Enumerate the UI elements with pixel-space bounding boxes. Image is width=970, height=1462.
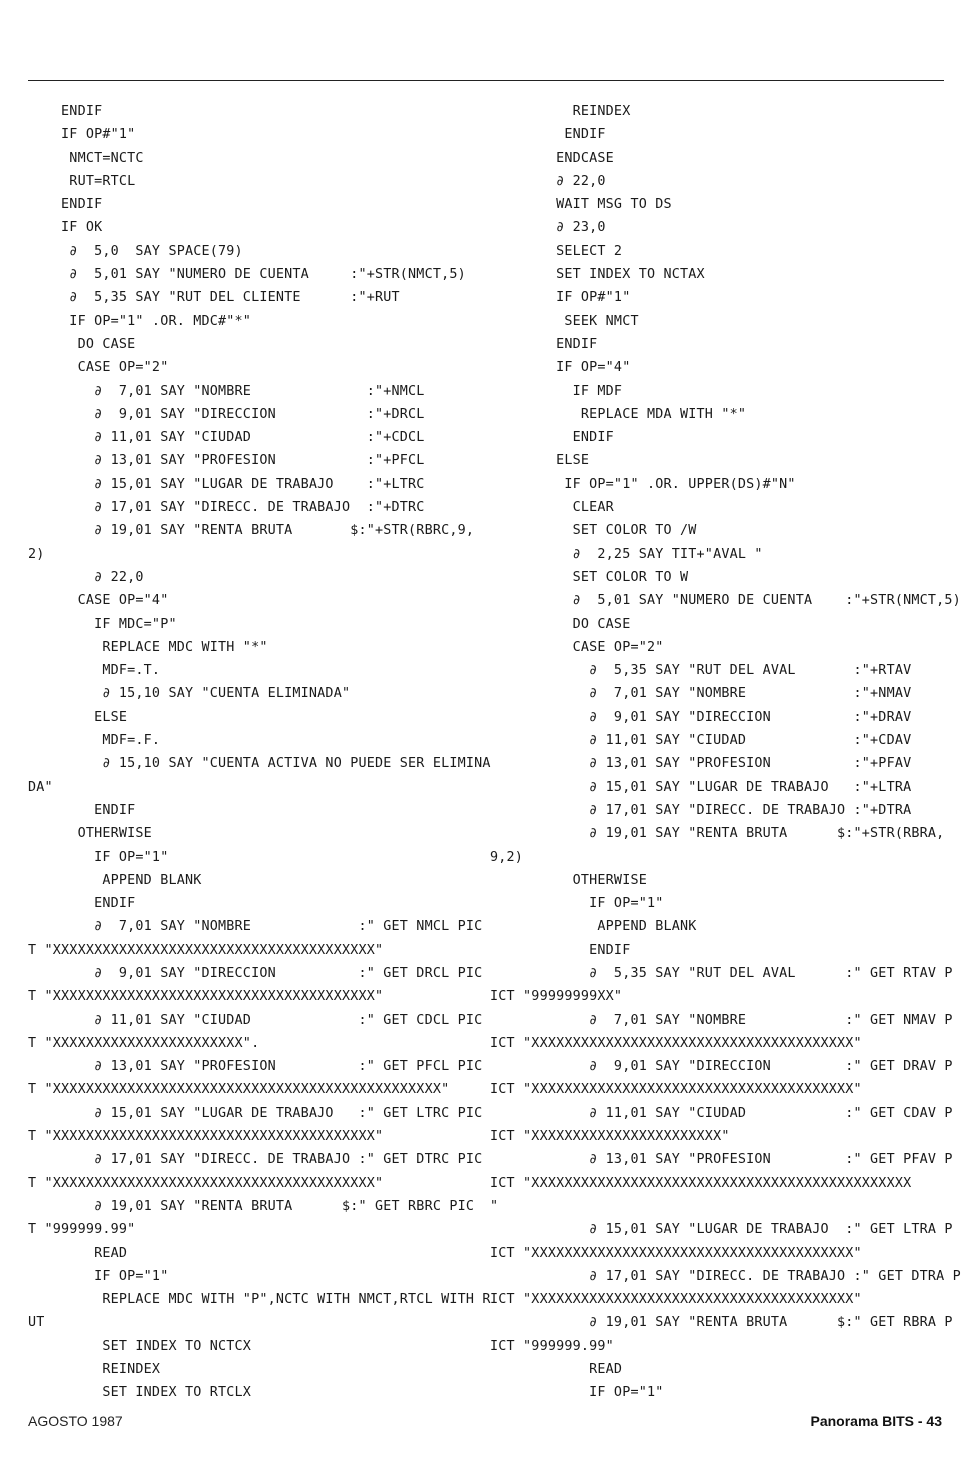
code-line: IF OP="1" bbox=[490, 1385, 664, 1401]
code-line: ∂ 13,01 SAY "PROFESION :"+PFAV bbox=[490, 756, 912, 772]
code-line: T "XXXXXXXXXXXXXXXXXXXXXXXXXXXXXXXXXXXXXXX" bbox=[28, 1129, 384, 1145]
code-line: ∂ 17,01 SAY "DIRECC. DE TRABAJO :" GET DTRC PIC bbox=[28, 1152, 483, 1168]
code-line: ∂ 19,01 SAY "RENTA BRUTA $:"+STR(RBRA, bbox=[490, 826, 945, 842]
code-line: IF OP="1" bbox=[28, 849, 169, 865]
code-line: ∂ 13,01 SAY "PROFESION :"+PFCL bbox=[28, 453, 425, 469]
code-line: ENDCASE bbox=[490, 150, 614, 166]
code-line: " bbox=[490, 1198, 499, 1214]
code-line: ICT "99999999XX" bbox=[490, 989, 623, 1005]
code-line: IF OK bbox=[28, 220, 103, 236]
footer-page-number: Panorama BITS - 43 bbox=[810, 1413, 942, 1429]
code-line: ICT "XXXXXXXXXXXXXXXXXXXXXXXXXXXXXXXXXXXXXXX" bbox=[490, 1292, 862, 1308]
code-line: READ bbox=[28, 1245, 128, 1261]
code-column-left bbox=[28, 100, 491, 1405]
code-line: REPLACE MDC WITH "*" bbox=[28, 639, 268, 655]
code-line: ∂ 9,01 SAY "DIRECCION :" GET DRCL PIC bbox=[28, 965, 483, 981]
code-line: T "XXXXXXXXXXXXXXXXXXXXXXX". bbox=[28, 1035, 260, 1051]
code-line: RUT=RTCL bbox=[28, 173, 136, 189]
code-line: ICT "XXXXXXXXXXXXXXXXXXXXXXXXXXXXXXXXXXXXXXX" bbox=[490, 1082, 862, 1098]
code-line: SET INDEX TO NCTCX bbox=[28, 1338, 252, 1354]
code-line: ∂ 17,01 SAY "DIRECC. DE TRABAJO :"+DTRC bbox=[28, 500, 425, 516]
code-line: DO CASE bbox=[490, 616, 631, 632]
code-line: ∂ 7,01 SAY "NOMBRE :" GET NMCL PIC bbox=[28, 919, 483, 935]
code-line: CLEAR bbox=[490, 500, 614, 516]
code-line: ICT "XXXXXXXXXXXXXXXXXXXXXXX" bbox=[490, 1129, 730, 1145]
code-line: ∂ 9,01 SAY "DIRECCION :"+DRAV bbox=[490, 709, 912, 725]
code-line: IF OP="1" .OR. MDC#"*" bbox=[28, 313, 252, 329]
code-line: ∂ 9,01 SAY "DIRECCION :"+DRCL bbox=[28, 406, 425, 422]
code-line: ICT "XXXXXXXXXXXXXXXXXXXXXXXXXXXXXXXXXXXXXXX" bbox=[490, 1035, 862, 1051]
code-line: SET COLOR TO W bbox=[490, 569, 689, 585]
code-line: REINDEX bbox=[490, 104, 631, 119]
code-line: SET INDEX TO NCTAX bbox=[490, 267, 705, 283]
code-line: OTHERWISE bbox=[490, 872, 647, 888]
code-line: ENDIF bbox=[490, 127, 606, 143]
code-line: ENDIF bbox=[490, 430, 614, 446]
code-line: MDF=.F. bbox=[28, 733, 161, 749]
code-line: APPEND BLANK bbox=[490, 919, 697, 935]
code-line: T "XXXXXXXXXXXXXXXXXXXXXXXXXXXXXXXXXXXXXXX" bbox=[28, 989, 384, 1005]
code-line: ∂ 11,01 SAY "CIUDAD :" GET CDCL PIC bbox=[28, 1012, 483, 1028]
code-line: OTHERWISE bbox=[28, 826, 152, 842]
code-line: ∂ 9,01 SAY "DIRECCION :" GET DRAV P bbox=[490, 1059, 953, 1075]
code-line: SEEK NMCT bbox=[490, 313, 639, 329]
code-line: ∂ 13,01 SAY "PROFESION :" GET PFAV P bbox=[490, 1152, 953, 1168]
code-line: 9,2) bbox=[490, 849, 524, 865]
code-line: REPLACE MDA WITH "*" bbox=[490, 406, 747, 422]
code-line: ENDIF bbox=[28, 802, 136, 818]
code-line: IF OP="1" bbox=[490, 896, 664, 912]
code-line: SET INDEX TO RTCLX bbox=[28, 1385, 252, 1401]
code-line: DO CASE bbox=[28, 336, 136, 352]
code-line: ∂ 5,01 SAY "NUMERO DE CUENTA :"+STR(NMCT,5) bbox=[28, 267, 466, 283]
code-line: T "XXXXXXXXXXXXXXXXXXXXXXXXXXXXXXXXXXXXXXXXXXXXXXX" bbox=[28, 1082, 450, 1098]
code-line: NMCT=NCTC bbox=[28, 150, 144, 166]
code-line: ∂ 15,10 SAY "CUENTA ACTIVA NO PUEDE SER ELIMINA bbox=[28, 756, 491, 772]
code-line: ∂ 19,01 SAY "RENTA BRUTA $:"+STR(RBRC,9, bbox=[28, 523, 475, 539]
code-line: T "XXXXXXXXXXXXXXXXXXXXXXXXXXXXXXXXXXXXXXX" bbox=[28, 1175, 384, 1191]
code-line: IF OP="1" bbox=[28, 1268, 169, 1284]
code-line: WAIT MSG TO DS bbox=[490, 197, 672, 213]
code-line: ENDIF bbox=[490, 942, 631, 958]
code-line: ICT "XXXXXXXXXXXXXXXXXXXXXXXXXXXXXXXXXXXXXXX" bbox=[490, 1245, 862, 1261]
code-line: CASE OP="2" bbox=[28, 360, 169, 376]
code-line: ∂ 13,01 SAY "PROFESION :" GET PFCL PIC bbox=[28, 1059, 483, 1075]
code-line: ∂ 15,01 SAY "LUGAR DE TRABAJO :"+LTRA bbox=[490, 779, 912, 795]
code-line: ∂ 19,01 SAY "RENTA BRUTA $:" GET RBRC PIC bbox=[28, 1198, 475, 1214]
code-line: ENDIF bbox=[490, 336, 598, 352]
code-line: ∂ 15,10 SAY "CUENTA ELIMINADA" bbox=[28, 686, 351, 702]
code-line: ENDIF bbox=[28, 104, 103, 119]
code-line: T "XXXXXXXXXXXXXXXXXXXXXXXXXXXXXXXXXXXXXXX" bbox=[28, 942, 384, 958]
code-line: ∂ 2,25 SAY TIT+"AVAL " bbox=[490, 546, 763, 562]
code-line: ICT "XXXXXXXXXXXXXXXXXXXXXXXXXXXXXXXXXXXXXXXXXXXXXX bbox=[490, 1175, 912, 1191]
header-rule bbox=[28, 80, 944, 81]
code-line: SELECT 2 bbox=[490, 243, 623, 259]
code-line: CASE OP="4" bbox=[28, 593, 169, 609]
code-line: ∂ 7,01 SAY "NOMBRE :" GET NMAV P bbox=[490, 1012, 953, 1028]
code-line: ∂ 11,01 SAY "CIUDAD :"+CDCL bbox=[28, 430, 425, 446]
code-line: ∂ 23,0 bbox=[490, 220, 606, 236]
code-line: ∂ 5,01 SAY "NUMERO DE CUENTA :"+STR(NMCT,5) bbox=[490, 593, 961, 609]
footer-date: AGOSTO 1987 bbox=[28, 1413, 123, 1429]
code-line: IF MDC="P" bbox=[28, 616, 177, 632]
code-line: ELSE bbox=[28, 709, 128, 725]
code-line: ∂ 5,35 SAY "RUT DEL AVAL :"+RTAV bbox=[490, 663, 912, 679]
code-line: T "999999.99" bbox=[28, 1222, 136, 1238]
code-line: ∂ 5,35 SAY "RUT DEL CLIENTE :"+RUT bbox=[28, 290, 400, 306]
code-line: REINDEX bbox=[28, 1362, 161, 1378]
code-line: REPLACE MDC WITH "P",NCTC WITH NMCT,RTCL WITH R bbox=[28, 1292, 491, 1308]
code-line: ∂ 17,01 SAY "DIRECC. DE TRABAJO :" GET DTRA P bbox=[490, 1268, 961, 1284]
code-line: ENDIF bbox=[28, 197, 103, 213]
code-line: UT bbox=[28, 1315, 45, 1331]
code-line: IF OP="4" bbox=[490, 360, 631, 376]
code-line: ∂ 22,0 bbox=[490, 173, 606, 189]
code-line: ∂ 15,01 SAY "LUGAR DE TRABAJO :"+LTRC bbox=[28, 476, 425, 492]
code-line: ∂ 15,01 SAY "LUGAR DE TRABAJO :" GET LTRA P bbox=[490, 1222, 953, 1238]
code-line: MDF=.T. bbox=[28, 663, 161, 679]
code-line: ∂ 19,01 SAY "RENTA BRUTA $:" GET RBRA P bbox=[490, 1315, 953, 1331]
code-line: ELSE bbox=[490, 453, 590, 469]
code-line: ∂ 5,0 SAY SPACE(79) bbox=[28, 243, 243, 259]
code-line: IF OP#"1" bbox=[490, 290, 631, 306]
code-line: READ bbox=[490, 1362, 623, 1378]
code-line: ENDIF bbox=[28, 896, 136, 912]
code-line: ∂ 22,0 bbox=[28, 569, 144, 585]
code-line: 2) bbox=[28, 546, 45, 562]
code-line: IF MDF bbox=[490, 383, 623, 399]
code-line: SET COLOR TO /W bbox=[490, 523, 697, 539]
code-line: DA" bbox=[28, 779, 53, 795]
code-line: ∂ 17,01 SAY "DIRECC. DE TRABAJO :"+DTRA bbox=[490, 802, 912, 818]
code-line: ∂ 15,01 SAY "LUGAR DE TRABAJO :" GET LTRC PIC bbox=[28, 1105, 483, 1121]
code-line: ∂ 7,01 SAY "NOMBRE :"+NMCL bbox=[28, 383, 425, 399]
code-column-right bbox=[490, 100, 961, 1405]
code-line: ∂ 11,01 SAY "CIUDAD :"+CDAV bbox=[490, 733, 912, 749]
code-line: CASE OP="2" bbox=[490, 639, 664, 655]
code-line: ICT "999999.99" bbox=[490, 1338, 614, 1354]
code-line: APPEND BLANK bbox=[28, 872, 202, 888]
code-line: IF OP#"1" bbox=[28, 127, 136, 143]
code-line: IF OP="1" .OR. UPPER(DS)#"N" bbox=[490, 476, 796, 492]
code-line: ∂ 11,01 SAY "CIUDAD :" GET CDAV P bbox=[490, 1105, 953, 1121]
code-line: ∂ 5,35 SAY "RUT DEL AVAL :" GET RTAV P bbox=[490, 965, 953, 981]
code-line: ∂ 7,01 SAY "NOMBRE :"+NMAV bbox=[490, 686, 912, 702]
